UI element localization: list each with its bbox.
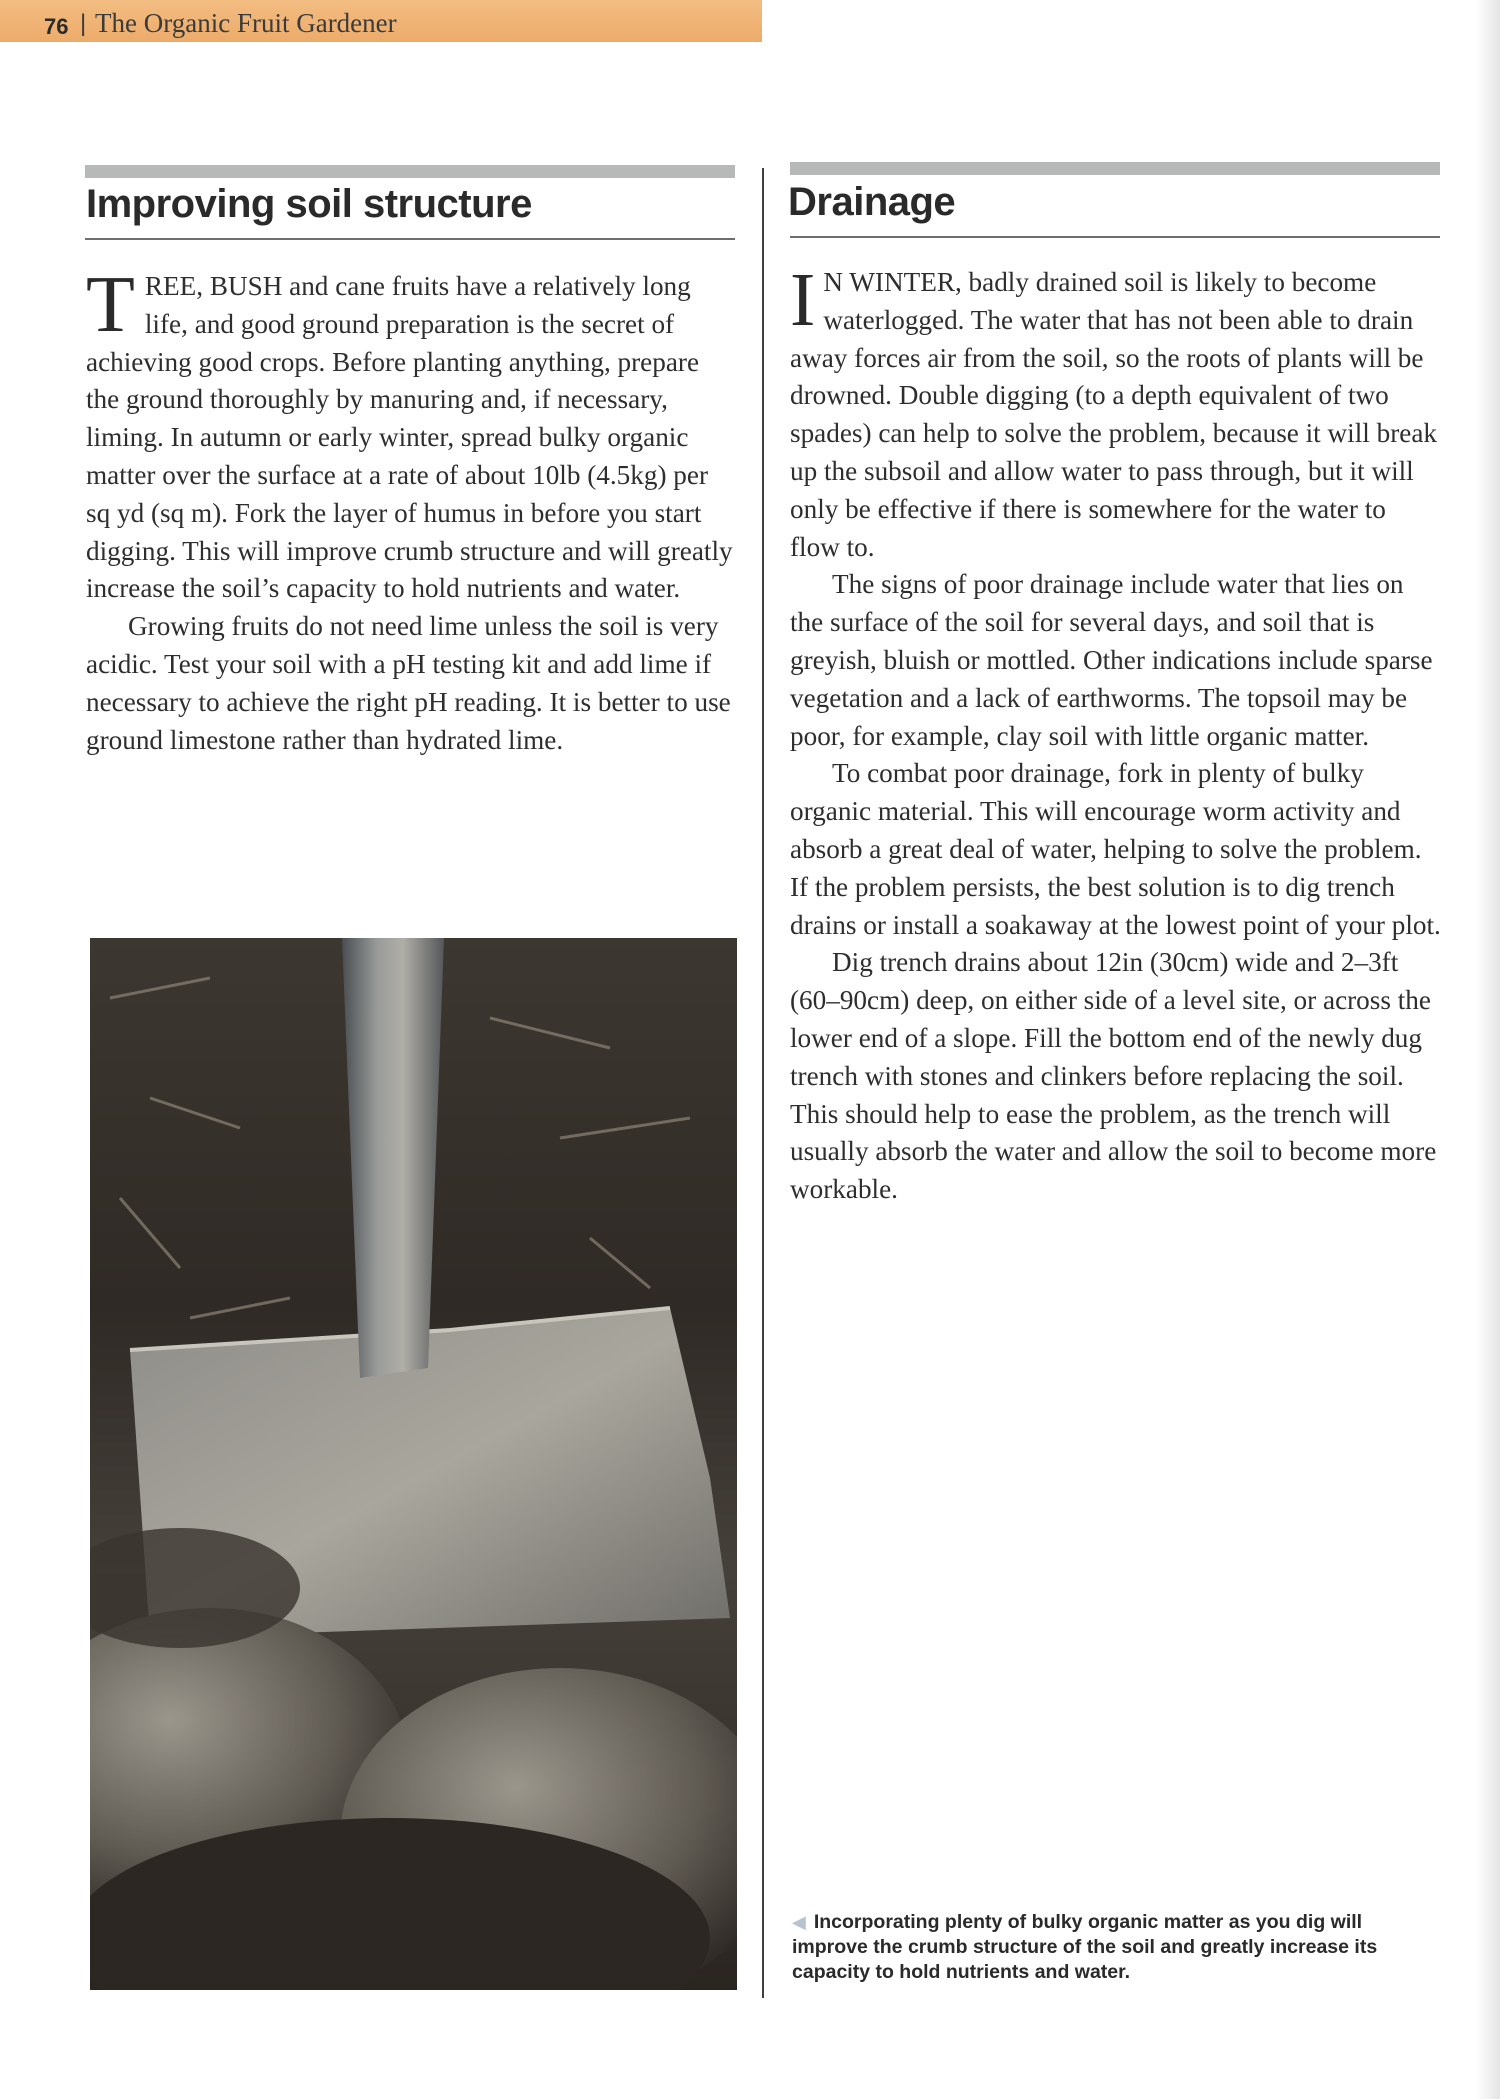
spade-in-soil-photo	[90, 938, 737, 1990]
left-paragraph-1	[86, 261, 736, 608]
section-heading-drainage: Drainage	[788, 180, 956, 224]
drop-cap-t: T	[86, 261, 135, 349]
section-heading-soil-structure: Improving soil structure	[86, 182, 532, 226]
right-paragraph-1	[790, 258, 1442, 566]
running-header	[0, 0, 762, 42]
section-rule-top-left	[85, 165, 735, 178]
right-lead-in: N WINTER,	[823, 267, 962, 297]
photo-caption	[792, 1910, 1432, 1985]
section-rule-top-right	[790, 162, 1440, 175]
book-title: The Organic Fruit Gardener	[95, 8, 397, 38]
left-paragraph-2: Growing fruits do not need lime unless the soil is very acidic. Test your soil with a pH testing kit and add lime if necessary to achieve the right pH reading. It is better to use ground limestone rather than hydrated lime.	[86, 611, 731, 755]
section-rule-bottom-right	[790, 236, 1440, 238]
right-paragraph-1-text: badly drained soil is likely to become waterlogged. The water that has not been able to drain away forces air from the soil, so the roots of plants will be drowned. Double digging (to a depth equivalent of two spades) can help to solve the problem, because it will break up the subsoil and allow water to pass through, but it will only be effective if there is somewhere for the water to flow to.	[790, 267, 1438, 562]
section-rule-bottom-left	[85, 238, 735, 240]
left-paragraph-1-text: and cane fruits have a relatively long life, and good ground preparation is the secret of achieving good crops. Before planting anything, prepare the ground thoroughly by manuring and, if necessary, liming. In autumn or early winter, spread bulky organic matter over the surface at a rate of about 10lb (4.5kg) per sq yd (sq m). Fork the layer of humus in before you start digging. This will improve crumb structure and will greatly increase the soil’s capacity to hold nutrients and water.	[86, 271, 733, 604]
left-lead-in: REE, BUSH	[144, 271, 283, 301]
right-paragraph-3: To combat poor drainage, fork in plenty of bulky organic material. This will encourage worm activity and absorb a great deal of water, helping to solve the problem. If the problem persists, the best solution is to dig trench drains or install a soakaway at the lowest point of your plot.	[790, 758, 1441, 940]
page-number: 76	[44, 14, 69, 39]
spade-illustration	[90, 938, 737, 1990]
caption-text: Incorporating plenty of bulky organic matter as you dig will improve the crumb structure of the soil and greatly increase its capacity to hold nutrients and water.	[792, 1911, 1378, 1983]
right-paragraph-4: Dig trench drains about 12in (30cm) wide and 2–3ft (60–90cm) deep, on either side of a level site, or across the lower end of a slope. Fill the bottom end of the newly dug trench with stones and clinkers before replacing the soil. This should help to ease the problem, as the trench will usually absorb the water and allow the soil to become more workable.	[790, 947, 1437, 1205]
page-edge-shadow	[1476, 0, 1500, 2099]
left-body-text	[86, 261, 736, 759]
column-divider	[762, 168, 764, 1998]
header-separator: |	[80, 10, 87, 37]
drop-cap-i: I	[790, 258, 816, 342]
triangle-left-icon: ◀	[792, 1912, 806, 1932]
right-paragraph-2: The signs of poor drainage include water that lies on the surface of the soil for several days, and soil that is greyish, bluish or mottled. Other indications include sparse vegetation and a lack of earthworms. The topsoil may be poor, for example, clay soil with little organic matter.	[790, 569, 1433, 751]
right-body-text	[790, 258, 1442, 1209]
